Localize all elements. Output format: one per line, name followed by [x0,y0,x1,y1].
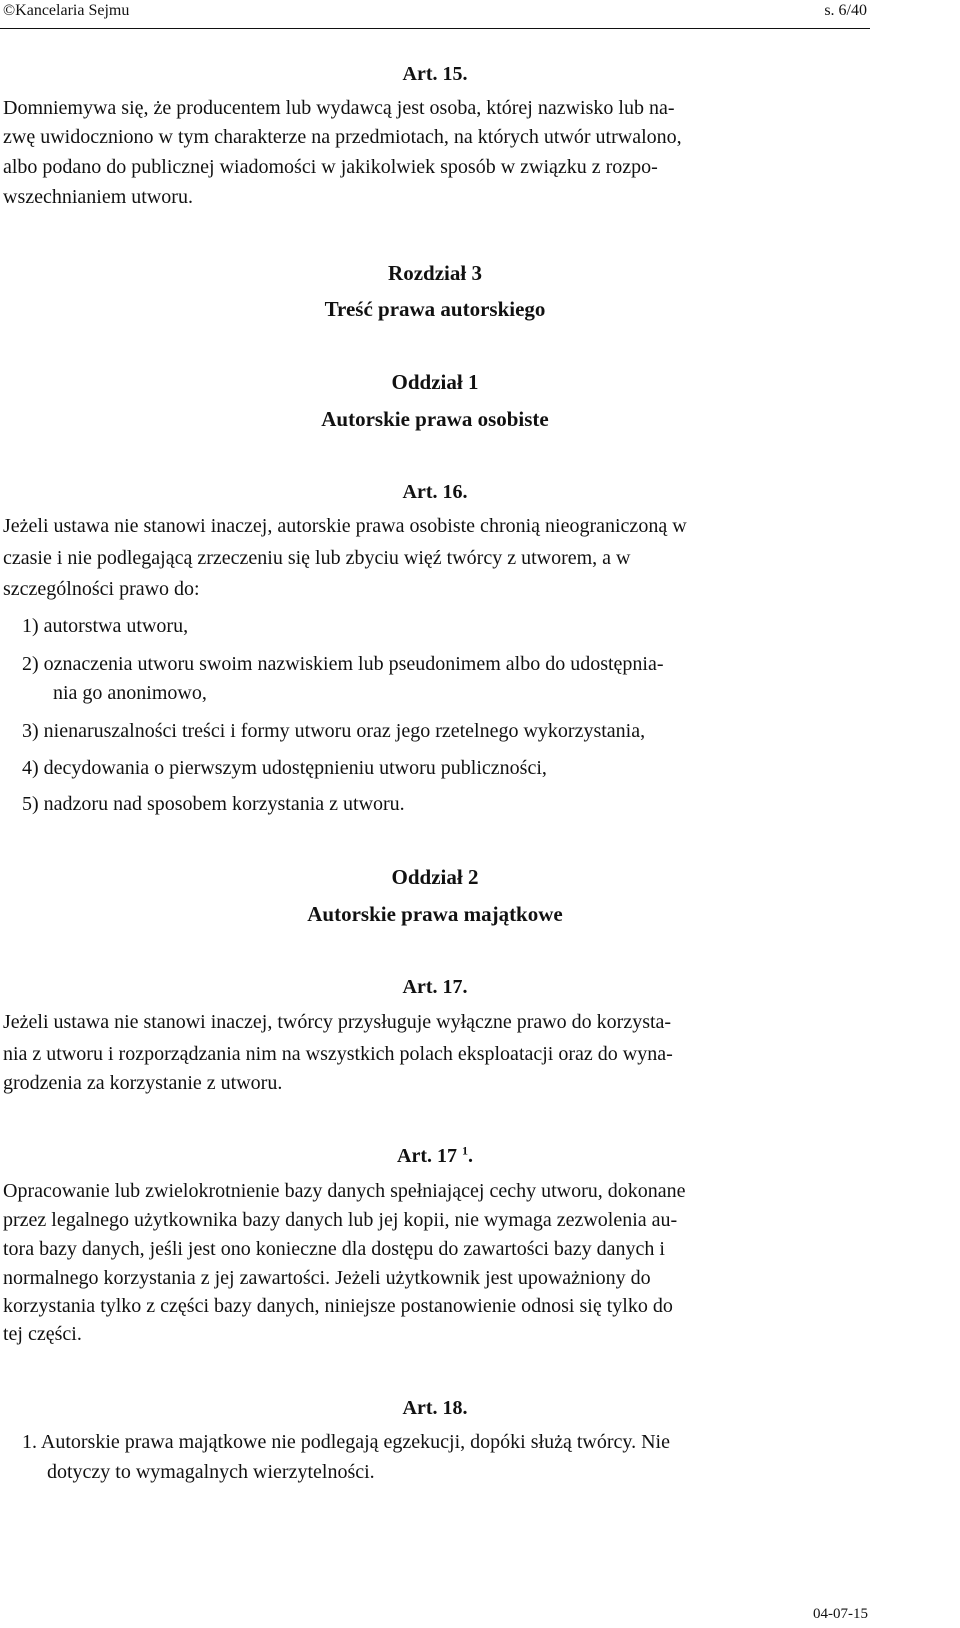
article-text-line: korzystania tylko z części bazy danych, niniejsze postanowienie odnosi się tylko do [3,1295,673,1317]
list-item-continuation: nia go anonimowo, [53,682,207,704]
article-text-line: zwę uwidoczniono w tym charakterze na przedmiotach, na których utwór utrwalono, [3,126,682,148]
article-title-superscript: 1 [461,1143,468,1158]
section-title: Autorskie prawa majątkowe [307,902,563,926]
article-title: Art. 15. [402,63,468,85]
article-title: Art. 18. [402,1397,468,1419]
article-text-line: przez legalnego użytkownika bazy danych lub jej kopii, nie wymaga zezwolenia au- [3,1209,678,1231]
article-text-line: wszechnianiem utworu. [3,186,193,208]
list-item: 1) autorstwa utworu, [22,615,189,637]
article-text-line: tej części. [3,1323,82,1345]
page-header [0,0,870,29]
article-text-line: Jeżeli ustawa nie stanowi inaczej, autorskie prawa osobiste chronią nieograniczoną w [3,515,687,537]
article-title [0,1144,870,1168]
article-title: Art. 16. [402,481,468,503]
list-item: 4) decydowania o pierwszym udostępnieniu utworu publiczności, [22,757,547,779]
article-text-line: Domniemywa się, że producentem lub wydawcą jest osoba, której nazwisko lub na- [3,97,675,119]
article-text-line: czasie i nie podlegającą zrzeczeniu się lub zbyciu więź twórcy z utworem, a w [3,547,631,569]
article-text-line: Opracowanie lub zwielokrotnienie bazy danych spełniającej cechy utworu, dokonane [3,1180,686,1202]
chapter-title: Treść prawa autorskiego [324,297,546,321]
article-title-main: Art. 17 [397,1145,457,1167]
article-title-end: . [467,1145,473,1167]
list-item: 5) nadzoru nad sposobem korzystania z utworu. [22,793,405,815]
article-text-line: dotyczy to wymagalnych wierzytelności. [47,1461,375,1483]
chapter-number: Rozdział 3 [388,261,482,285]
article-text-line: 1. Autorskie prawa majątkowe nie podlegają egzekucji, dopóki służą twórcy. Nie [22,1431,670,1453]
article-text-line: grodzenia za korzystanie z utworu. [3,1072,283,1094]
article-text-line: szczególności prawo do: [3,578,200,600]
section-number: Oddział 1 [391,370,479,394]
article-text-line: Jeżeli ustawa nie stanowi inaczej, twórcy przysługuje wyłączne prawo do korzysta- [3,1011,672,1033]
article-title: Art. 17. [402,976,468,998]
article-text-line: albo podano do publicznej wiadomości w jakikolwiek sposób w związku z rozpo- [3,156,658,178]
section-title: Autorskie prawa osobiste [321,407,549,431]
list-item: 2) oznaczenia utworu swoim nazwiskiem lub pseudonimem albo do udostępnia- [22,653,664,675]
article-text-line: tora bazy danych, jeśli jest ono konieczne dla dostępu do zawartości bazy danych i [3,1238,665,1260]
page-number: s. 6/40 [824,2,867,19]
footer-date: 04-07-15 [813,1606,868,1622]
list-item: 3) nienaruszalności treści i formy utworu oraz jego rzetelnego wykorzystania, [22,720,646,742]
article-text-line: normalnego korzystania z jej zawartości. Jeżeli użytkownik jest upoważniony do [3,1267,651,1289]
article-text-line: nia z utworu i rozporządzania nim na wszystkich polach eksploatacji oraz do wyna- [3,1043,673,1065]
publisher-label: ©Kancelaria Sejmu [3,2,130,19]
section-number: Oddział 2 [391,865,479,889]
